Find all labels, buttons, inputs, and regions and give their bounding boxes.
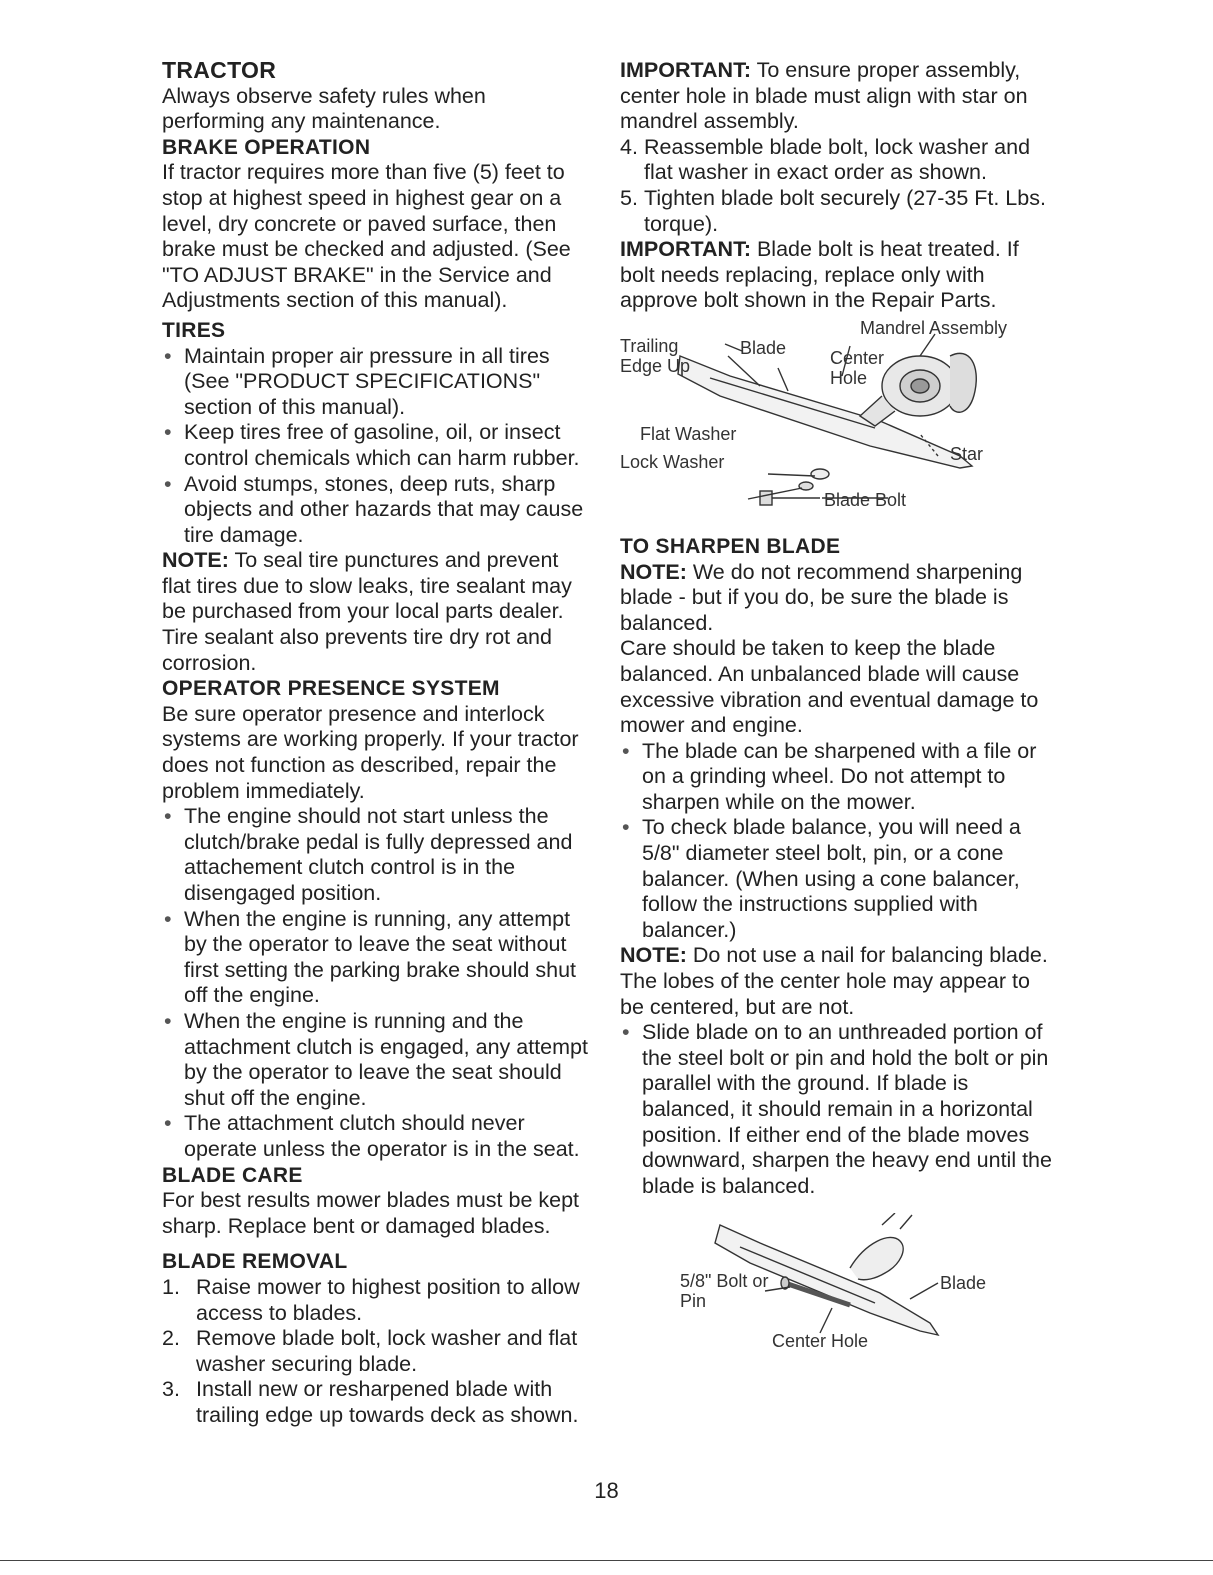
tractor-heading: TRACTOR [162,57,277,83]
label-blade: Blade [940,1273,987,1294]
blade-balance-figure [620,1213,1052,1363]
list-item: • The blade can be sharpened with a file or on a grinding wheel. Do not attempt to sharpen while on the mower. [620,739,1052,816]
tires-list [162,344,592,549]
note-label: NOTE: [162,548,229,573]
important-label: IMPORTANT: [620,237,751,262]
list-item: • The attachment clutch should never operate unless the operator is in the seat. [162,1111,592,1162]
label-center-hole: Center Hole [830,347,885,388]
step-number: 5. [620,185,638,210]
left-column [162,58,592,1428]
care-text: For best results mower blades must be kept sharp. Replace bent or damaged blades. [162,1188,580,1238]
step-number: 1. [162,1274,180,1299]
ops-list [162,804,592,1162]
label-center-hole: Center Hole [772,1331,869,1352]
label-blade: Blade [740,337,787,358]
label-blade-bolt: Blade Bolt [824,489,907,510]
step-text: Remove blade bolt, lock washer and flat washer securing blade. [196,1326,578,1376]
label-lock-washer: Lock Washer [620,451,725,472]
list-item [162,1326,592,1377]
list-item [162,1377,592,1428]
brake-heading: BRAKE OPERATION [162,135,371,159]
note-label: NOTE: [620,559,687,584]
sharpen-note [620,560,1052,637]
nail-note [620,943,1052,1020]
list-item: • The engine should not start unless the clutch/brake pedal is fully depressed and attachement clutch control is in the disengaged position. [162,804,592,906]
removal-heading: BLADE REMOVAL [162,1250,348,1274]
step-number: 2. [162,1326,180,1351]
step-text: Install new or resharpened blade with trailing edge up towards deck as shown. [196,1377,579,1427]
important-2 [620,237,1052,314]
removal-steps [162,1275,592,1429]
list-item: • Avoid stumps, stones, deep ruts, sharp objects and other hazards that may cause tire damage. [162,472,592,549]
list-item: • To check blade balance, you will need a 5/8" diameter steel bolt, pin, or a cone balancer. (When using a cone balancer, follow the instructions supplied with balancer.) [620,815,1052,943]
ops-heading: OPERATOR PRESENCE SYSTEM [162,677,500,701]
label-star: Star [950,443,984,464]
balance-list [620,1020,1052,1199]
important-text: Blade bolt is heat treated. If bolt needs replacing, replace only with approve bolt shown in the Repair Parts. [620,237,1019,313]
important-text: To ensure proper assembly, center hole in blade must align with star on mandrel assembly. [620,58,1028,134]
care-heading: BLADE CARE [162,1163,303,1187]
ops-text: Be sure operator presence and interlock systems are working properly. If your tractor does not function as described, repair the problem immediately. [162,701,579,803]
list-item: • Maintain proper air pressure in all tires (See "PRODUCT SPECIFICATIONS" section of this manual). [162,344,592,421]
blade-assembly-figure [620,316,1052,530]
label-flat-washer: Flat Washer [640,423,737,444]
list-item: • Slide blade on to an unthreaded portion of the steel bolt or pin and hold the bolt or pin parallel with the ground. If blade is balanced, it should remain in a horizontal position. If either end of the blade moves downward, sharpen the heavy end until the blade is balanced. [620,1020,1052,1199]
sharpen-list [620,739,1052,944]
step-number: 3. [162,1377,180,1402]
assembly-steps [620,135,1052,237]
sharpen-heading: TO SHARPEN BLADE [620,534,841,558]
step-text: Reassemble blade bolt, lock washer and flat washer in exact order as shown. [644,134,1031,185]
bottom-rule [0,1560,1213,1561]
note-text: Do not use a nail for balancing blade. The lobes of the center hole may appear to be centered, but are not. [620,943,1048,1019]
note-label: NOTE: [620,943,687,968]
tires-note [162,548,592,676]
tractor-text: Always observe safety rules when performing any maintenance. [162,83,486,134]
label-trailing-edge: Trailing Edge Up [620,335,691,376]
step-text: Raise mower to highest position to allow access to blades. [196,1274,580,1325]
note-text: To seal tire punctures and prevent flat tires due to slow leaks, tire sealant may be purchased from your local parts dealer. Tire sealant also prevents tire dry rot and corrosion. [162,548,572,675]
list-item: • Keep tires free of gasoline, oil, or insect control chemicals which can harm rubber. [162,420,592,471]
step-text: Tighten blade bolt securely (27-35 Ft. Lbs. torque). [644,185,1046,236]
page-number: 18 [594,1478,619,1503]
note-text: We do not recommend sharpening blade - but if you do, be sure the blade is balanced. [620,559,1023,635]
right-column [620,58,1052,1363]
step-number: 4. [620,134,638,159]
label-mandrel-assembly: Mandrel Assembly [860,317,1008,338]
list-item [620,135,1052,186]
list-item [162,1275,592,1326]
label-bolt-or-pin: 5/8" Bolt or Pin [680,1271,769,1312]
list-item: • When the engine is running, any attempt by the operator to leave the seat without first setting the parking brake should shut off the engine. [162,907,592,1009]
tires-heading: TIRES [162,318,226,342]
important-label: IMPORTANT: [620,58,751,82]
brake-text: If tractor requires more than five (5) feet to stop at highest speed in highest gear on a level, dry concrete or paved surface, then brake must be checked and adjusted. (See "TO ADJUST BRAKE" in the Service and Adjustments section of this manual). [162,160,571,313]
important-1 [620,58,1052,135]
list-item: • When the engine is running and the attachment clutch is engaged, any attempt by the operator to leave the seat should shut off the engine. [162,1009,592,1111]
care-paragraph: Care should be taken to keep the blade balanced. An unbalanced blade will cause excessive vibration and eventual damage to mower and engine. [620,636,1039,738]
list-item [620,186,1052,237]
